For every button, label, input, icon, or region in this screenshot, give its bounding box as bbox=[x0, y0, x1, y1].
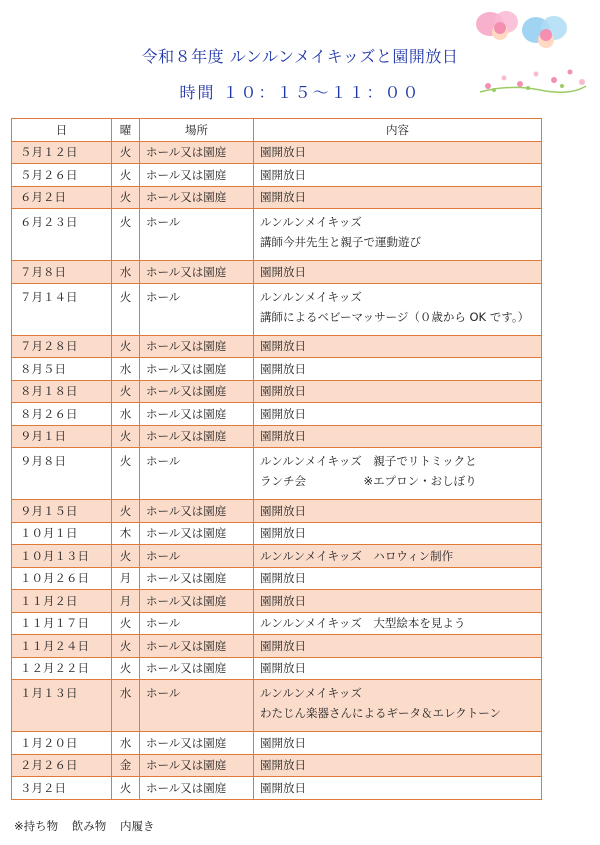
header-content: 内容 bbox=[254, 119, 542, 142]
cell-dow: 火 bbox=[112, 777, 140, 800]
cell-date: １０月１３日 bbox=[12, 545, 112, 568]
cell-place: ホール又は園庭 bbox=[140, 425, 254, 448]
cell-date: ７月１４日 bbox=[12, 283, 112, 335]
table-row bbox=[12, 545, 542, 568]
content-line: 園開放日 bbox=[260, 145, 306, 160]
cell-date: ２月２６日 bbox=[12, 754, 112, 777]
cell-date: ９月１５日 bbox=[12, 500, 112, 523]
cell-place: ホール又は園庭 bbox=[140, 732, 254, 755]
cell-place: ホール又は園庭 bbox=[140, 403, 254, 426]
content-line: ルンルンメイキッズ bbox=[260, 215, 362, 229]
cell-content bbox=[254, 754, 542, 777]
table-row bbox=[12, 590, 542, 613]
cell-dow: 火 bbox=[112, 545, 140, 568]
content-line: ルンルンメイキッズ bbox=[260, 289, 362, 304]
cell-place: ホール bbox=[140, 612, 254, 635]
cell-content bbox=[254, 164, 542, 187]
cell-dow: 水 bbox=[112, 403, 140, 426]
cell-date: １月１３日 bbox=[12, 680, 112, 732]
cell-dow: 火 bbox=[112, 425, 140, 448]
content-line: 園開放日 bbox=[260, 190, 306, 205]
table-row bbox=[12, 680, 542, 732]
table-row bbox=[12, 448, 542, 500]
cell-place: ホール bbox=[140, 448, 254, 500]
table-row bbox=[12, 500, 542, 523]
cell-place: ホール又は園庭 bbox=[140, 380, 254, 403]
cell-dow: 月 bbox=[112, 590, 140, 613]
cell-date: １１月１７日 bbox=[12, 612, 112, 635]
table-row bbox=[12, 635, 542, 658]
cell-content bbox=[254, 612, 542, 635]
cell-content bbox=[254, 567, 542, 590]
cell-content bbox=[254, 635, 542, 658]
cell-content bbox=[254, 777, 542, 800]
cell-content bbox=[254, 657, 542, 680]
cell-place: ホール又は園庭 bbox=[140, 141, 254, 164]
content-line: 園開放日 bbox=[260, 264, 306, 279]
header-place: 場所 bbox=[140, 119, 254, 142]
cell-place: ホール又は園庭 bbox=[140, 522, 254, 545]
table-row bbox=[12, 164, 542, 187]
time-text: 時間 １０：１５～１１：００ bbox=[179, 83, 421, 102]
cell-date: １１月２日 bbox=[12, 590, 112, 613]
cell-content bbox=[254, 358, 542, 381]
cell-dow: 木 bbox=[112, 522, 140, 545]
cell-content bbox=[254, 500, 542, 523]
table-row bbox=[12, 754, 542, 777]
table-row bbox=[12, 567, 542, 590]
content-line: 園開放日 bbox=[260, 339, 306, 354]
table-row bbox=[12, 777, 542, 800]
content-line: ルンルンメイキッズ 親子でリトミックと bbox=[260, 454, 477, 468]
cell-content bbox=[254, 380, 542, 403]
table-row bbox=[12, 657, 542, 680]
cell-place: ホール bbox=[140, 680, 254, 732]
cell-place: ホール又は園庭 bbox=[140, 358, 254, 381]
cell-content bbox=[254, 403, 542, 426]
cell-date: １２月２２日 bbox=[12, 657, 112, 680]
cell-content bbox=[254, 732, 542, 755]
cell-dow: 水 bbox=[112, 261, 140, 284]
cell-content bbox=[254, 261, 542, 284]
content-line: 講師によるベビーマッサージ（０歳から OK です。） bbox=[260, 309, 530, 324]
cell-place: ホール bbox=[140, 209, 254, 261]
cell-date: １０月２６日 bbox=[12, 567, 112, 590]
content-line: 園開放日 bbox=[260, 167, 306, 182]
cell-place: ホール bbox=[140, 545, 254, 568]
content-line: ランチ会 ※エプロン・おしぼり bbox=[260, 474, 477, 488]
cell-date: ６月２日 bbox=[12, 186, 112, 209]
cell-dow: 金 bbox=[112, 754, 140, 777]
table-row bbox=[12, 209, 542, 261]
content-line: ルンルンメイキッズ ハロウィン制作 bbox=[260, 548, 454, 563]
cell-place: ホール又は園庭 bbox=[140, 657, 254, 680]
cell-dow: 火 bbox=[112, 612, 140, 635]
content-line: 園開放日 bbox=[260, 429, 306, 444]
header-date: 日 bbox=[12, 119, 112, 142]
cell-date: ９月８日 bbox=[12, 448, 112, 500]
cell-dow: 火 bbox=[112, 283, 140, 335]
footer-note: ※持ち物 飲み物 内履き bbox=[14, 819, 155, 833]
content-line: 園開放日 bbox=[260, 526, 306, 541]
table-row bbox=[12, 261, 542, 284]
content-line: 園開放日 bbox=[260, 758, 306, 773]
cell-content bbox=[254, 590, 542, 613]
content-line: 園開放日 bbox=[260, 735, 306, 750]
cell-date: ３月２日 bbox=[12, 777, 112, 800]
cell-place: ホール又は園庭 bbox=[140, 186, 254, 209]
cell-dow: 火 bbox=[112, 380, 140, 403]
table-row bbox=[12, 612, 542, 635]
content-line: 園開放日 bbox=[260, 638, 306, 653]
cell-date: １１月２４日 bbox=[12, 635, 112, 658]
cell-date: ７月２８日 bbox=[12, 335, 112, 358]
content-line: 園開放日 bbox=[260, 661, 306, 676]
cell-dow: 水 bbox=[112, 732, 140, 755]
cell-content bbox=[254, 448, 542, 500]
table-row bbox=[12, 283, 542, 335]
cell-dow: 火 bbox=[112, 448, 140, 500]
table-row bbox=[12, 335, 542, 358]
cell-content bbox=[254, 283, 542, 335]
cell-place: ホール又は園庭 bbox=[140, 500, 254, 523]
table-row bbox=[12, 403, 542, 426]
content-line: ルンルンメイキッズ bbox=[260, 686, 362, 700]
cell-content bbox=[254, 680, 542, 732]
table-row bbox=[12, 425, 542, 448]
cell-dow: 火 bbox=[112, 635, 140, 658]
cell-content bbox=[254, 141, 542, 164]
cell-place: ホール又は園庭 bbox=[140, 567, 254, 590]
cell-place: ホール又は園庭 bbox=[140, 164, 254, 187]
cell-dow: 火 bbox=[112, 141, 140, 164]
cell-place: ホール又は園庭 bbox=[140, 335, 254, 358]
content-line: わたじん楽器さんによるギータ＆エレクトーン bbox=[260, 706, 502, 720]
content-line: 園開放日 bbox=[260, 406, 306, 421]
content-line: 園開放日 bbox=[260, 593, 306, 608]
cell-content bbox=[254, 522, 542, 545]
cell-date: １０月１日 bbox=[12, 522, 112, 545]
cell-date: ７月８日 bbox=[12, 261, 112, 284]
cell-place: ホール又は園庭 bbox=[140, 635, 254, 658]
cell-date: ８月２６日 bbox=[12, 403, 112, 426]
cell-dow: 火 bbox=[112, 186, 140, 209]
cell-place: ホール又は園庭 bbox=[140, 261, 254, 284]
table-row bbox=[12, 141, 542, 164]
content-line: 園開放日 bbox=[260, 503, 306, 518]
content-line: 園開放日 bbox=[260, 384, 306, 399]
cell-dow: 火 bbox=[112, 209, 140, 261]
cell-content bbox=[254, 186, 542, 209]
cell-place: ホール又は園庭 bbox=[140, 754, 254, 777]
cell-dow: 火 bbox=[112, 335, 140, 358]
cell-place: ホール又は園庭 bbox=[140, 777, 254, 800]
cell-date: ６月２３日 bbox=[12, 209, 112, 261]
cell-content bbox=[254, 209, 542, 261]
page-title: 令和８年度 ルンルンメイキッズと園開放日 bbox=[141, 47, 459, 66]
cell-date: ８月５日 bbox=[12, 358, 112, 381]
table-row bbox=[12, 380, 542, 403]
header-dow: 曜 bbox=[112, 119, 140, 142]
cell-date: ９月１日 bbox=[12, 425, 112, 448]
content-line: 園開放日 bbox=[260, 571, 306, 586]
content-line: 講師今井先生と親子で運動遊び bbox=[260, 235, 421, 249]
fairies-and-flowers-illustration-icon bbox=[470, 4, 590, 100]
cell-dow: 月 bbox=[112, 567, 140, 590]
cell-dow: 火 bbox=[112, 164, 140, 187]
table-header-row bbox=[12, 119, 542, 142]
table-row bbox=[12, 732, 542, 755]
schedule-table bbox=[11, 118, 542, 800]
cell-place: ホール又は園庭 bbox=[140, 590, 254, 613]
cell-content bbox=[254, 425, 542, 448]
table-row bbox=[12, 522, 542, 545]
table-row bbox=[12, 358, 542, 381]
content-line: ルンルンメイキッズ 大型絵本を見よう bbox=[260, 616, 466, 631]
cell-content bbox=[254, 335, 542, 358]
cell-dow: 水 bbox=[112, 680, 140, 732]
cell-dow: 火 bbox=[112, 657, 140, 680]
cell-content bbox=[254, 545, 542, 568]
cell-dow: 水 bbox=[112, 358, 140, 381]
table-row bbox=[12, 186, 542, 209]
cell-dow: 火 bbox=[112, 500, 140, 523]
cell-date: ８月１８日 bbox=[12, 380, 112, 403]
cell-place: ホール bbox=[140, 283, 254, 335]
content-line: 園開放日 bbox=[260, 361, 306, 376]
content-line: 園開放日 bbox=[260, 780, 306, 795]
cell-date: ５月２６日 bbox=[12, 164, 112, 187]
cell-date: ５月１２日 bbox=[12, 141, 112, 164]
cell-date: １月２０日 bbox=[12, 732, 112, 755]
